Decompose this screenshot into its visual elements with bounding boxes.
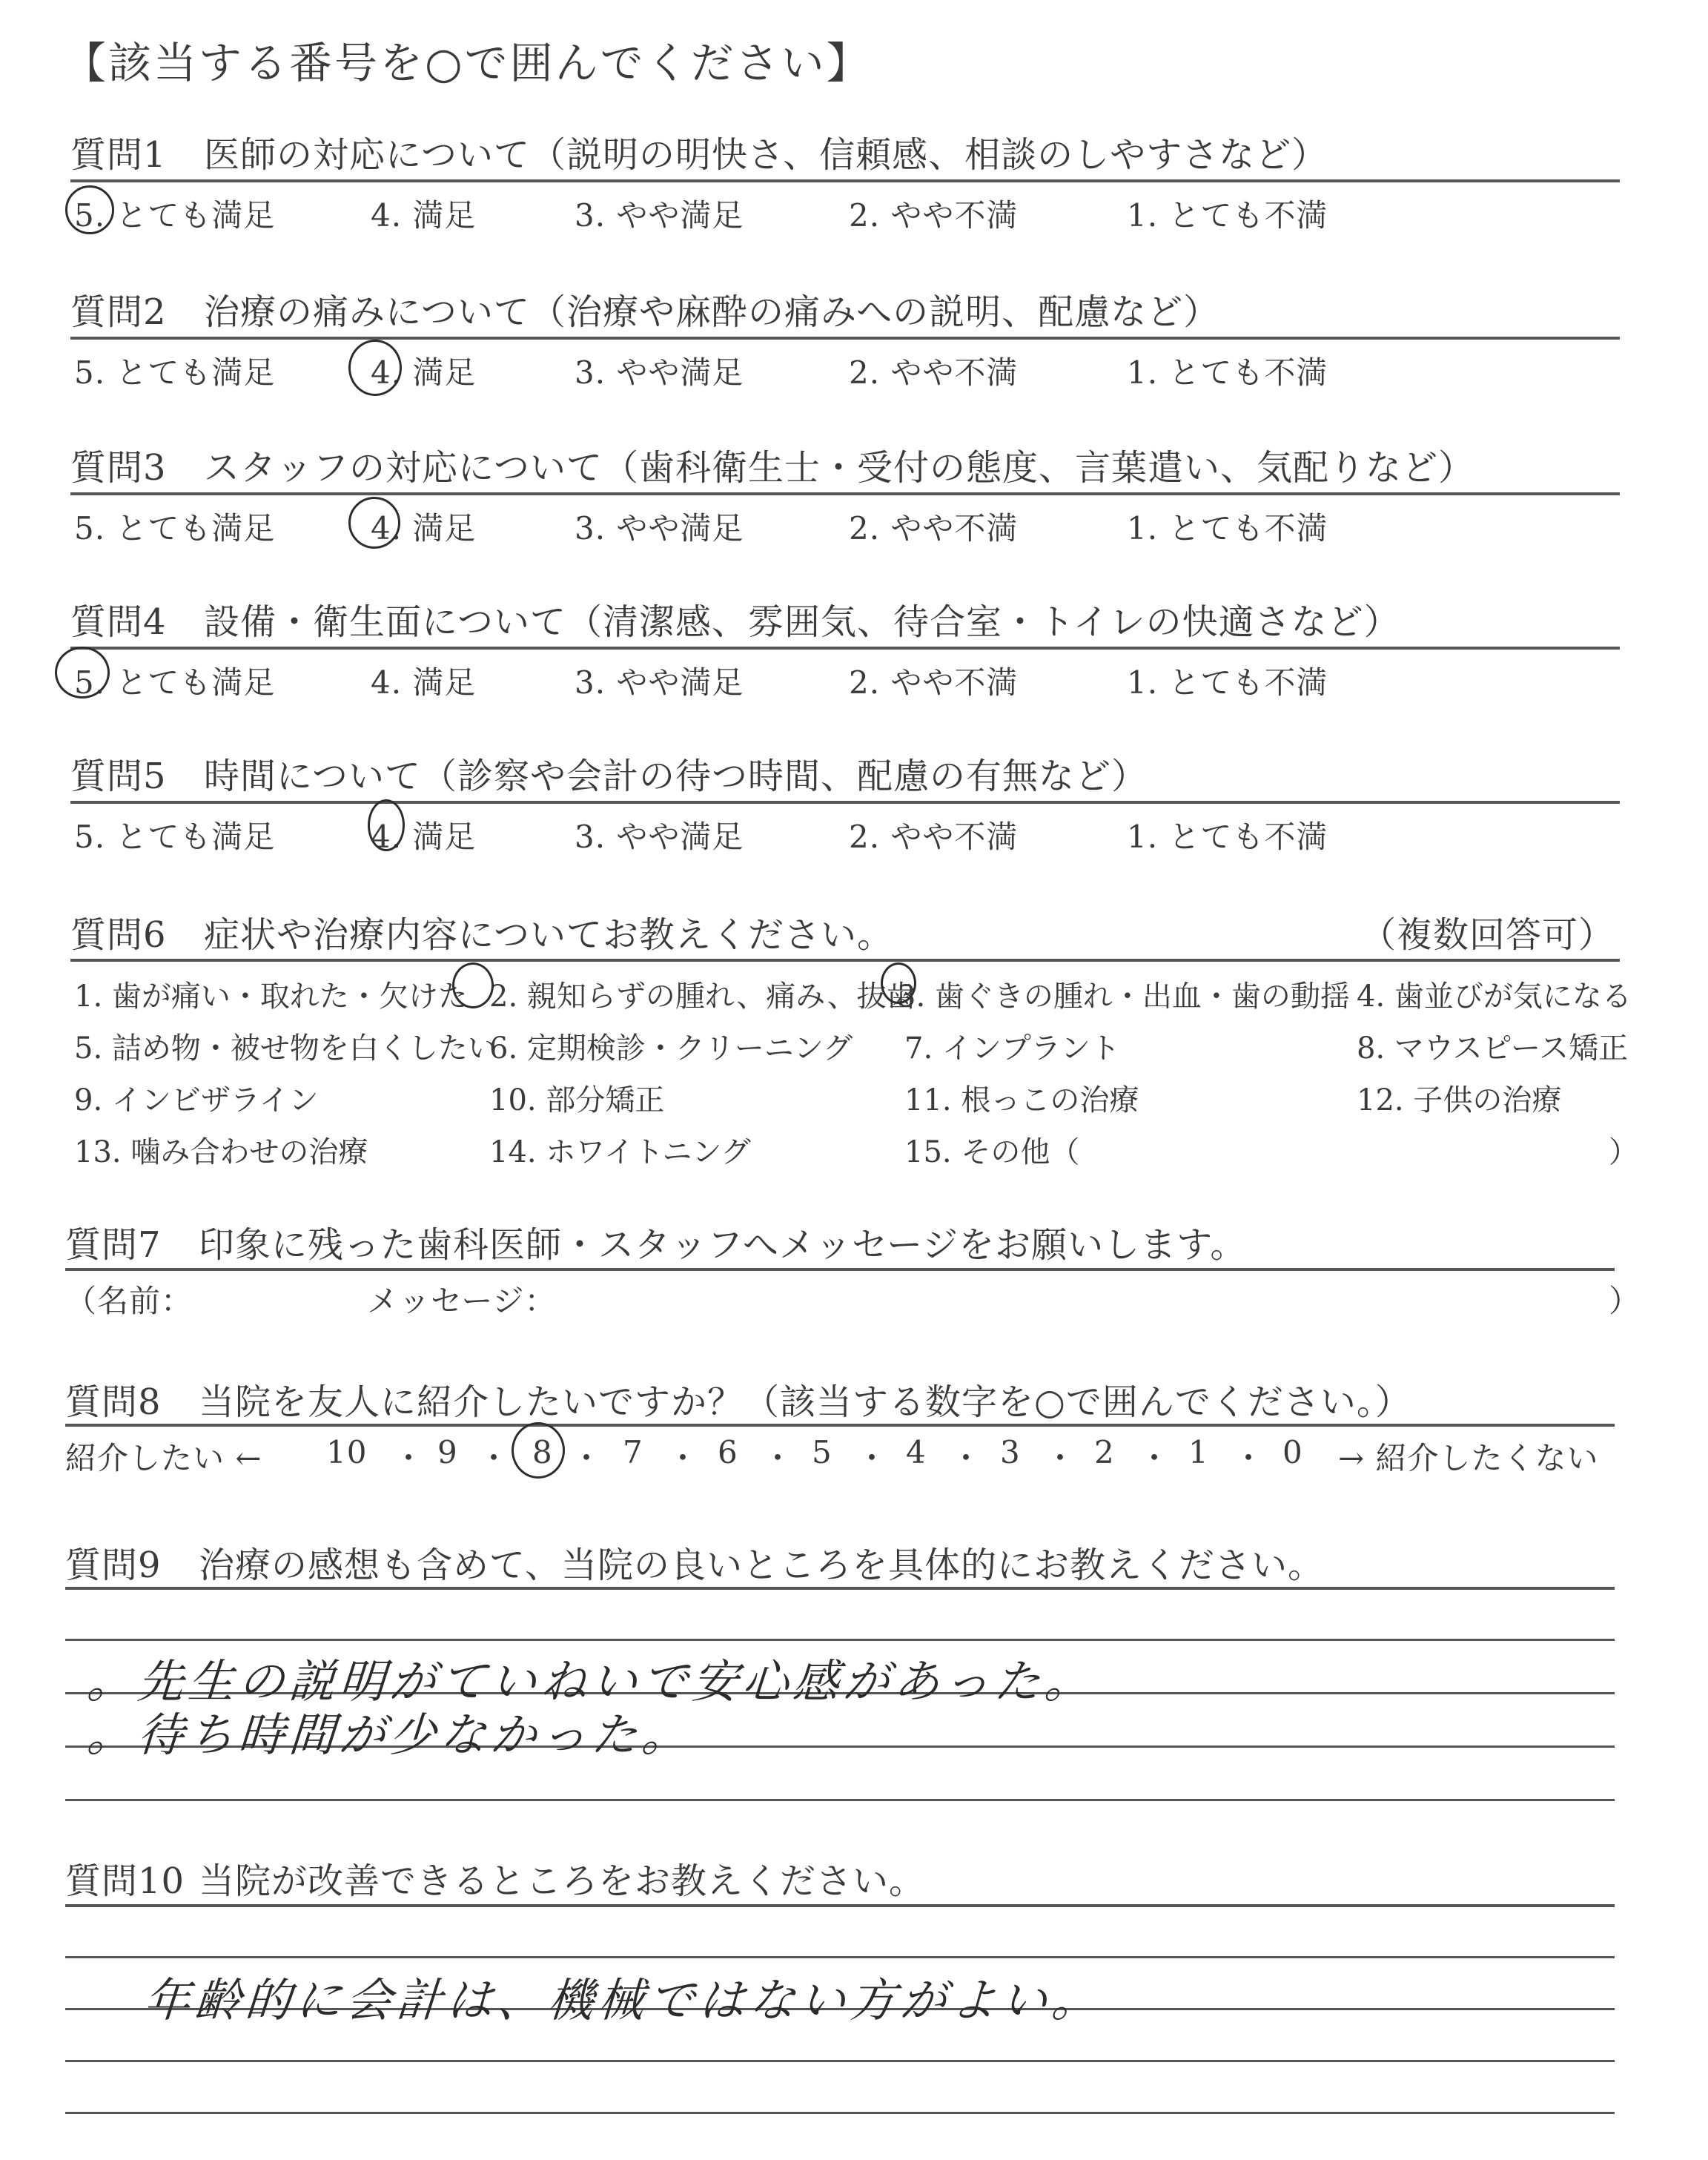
scale-value-10[interactable]: 10 [326,1434,368,1470]
multiple-answer-note: （複数回答可） [1360,914,1615,956]
divider [70,337,1620,340]
symptom-option[interactable]: 10. 部分矯正 [489,1083,665,1117]
option-1[interactable]: 1. とても不満 [1127,197,1328,234]
symptom-option[interactable]: 2. 親知らずの腫れ、痛み、抜歯 [489,980,916,1014]
scale-value-4[interactable]: 4 [906,1434,927,1470]
selection-circle [368,799,405,851]
answer-line [65,2112,1615,2114]
option-4[interactable]: 4. 満足 [371,510,477,546]
option-5[interactable]: 5. とても満足 [74,510,276,546]
option-1[interactable]: 1. とても不満 [1127,354,1328,391]
scale-dot: ・ [478,1440,511,1476]
scale-value-1[interactable]: 1 [1188,1434,1209,1470]
question-text: 印象に残った歯科医師・スタッフへメッセージをお願いします。 [199,1224,1247,1266]
handwritten-answer: 。待ち時間が少なかった。 [85,1708,695,1762]
scale-value-3[interactable]: 3 [1000,1434,1021,1470]
option-5[interactable]: 5. とても満足 [74,354,276,391]
question-10-title [65,1852,925,1903]
option-2[interactable]: 2. やや不満 [849,354,1019,391]
selection-circle [452,962,494,1008]
symptom-option[interactable]: 14. ホワイトニング [489,1135,751,1169]
question-2-title [70,283,1219,334]
question-number: 質問3 [70,447,167,489]
scale-dot: ・ [950,1440,983,1476]
question-number: 質問4 [70,601,167,643]
question-number: 質問6 [70,914,167,956]
scale-dot: ・ [393,1440,426,1476]
scale-value-5[interactable]: 5 [812,1434,833,1470]
option-5[interactable]: 5. とても満足 [74,819,276,855]
answer-line [65,1799,1615,1801]
scale-dot: ・ [856,1440,889,1476]
symptom-option[interactable]: 3. 歯ぐきの腫れ・出血・歯の動揺 [897,980,1350,1014]
question-1-title [70,126,1328,177]
scale-value-2[interactable]: 2 [1094,1434,1115,1470]
question-text: スタッフの対応について（歯科衛生士・受付の態度、言葉遣い、気配りなど） [204,447,1475,489]
selection-circle [512,1422,565,1479]
scale-dot: ・ [1045,1440,1077,1476]
question-number: 質問8 [65,1381,162,1423]
option-2[interactable]: 2. やや不満 [849,510,1019,546]
close-paren: ） [1609,1135,1638,1169]
scale-left-label: 紹介したい ← [65,1440,262,1476]
message-label: メッセージ： [367,1283,557,1319]
divider [65,1268,1615,1271]
question-5-title [70,747,1148,799]
symptom-option[interactable]: 4. 歯並びが気になる [1357,980,1632,1014]
scale-value-9[interactable]: 9 [437,1434,458,1470]
option-4[interactable]: 4. 満足 [371,354,477,391]
symptom-option[interactable]: 11. 根っこの治療 [904,1083,1139,1117]
option-2[interactable]: 2. やや不満 [849,819,1019,855]
option-3[interactable]: 3. やや満足 [575,510,744,546]
scale-dot: ・ [1233,1440,1265,1476]
option-4[interactable]: 4. 満足 [371,664,477,701]
close-paren: ） [1609,1283,1641,1319]
symptom-option[interactable]: 12. 子供の治療 [1357,1083,1562,1117]
option-3[interactable]: 3. やや満足 [575,197,744,234]
question-number: 質問7 [65,1224,162,1266]
question-text: 当院が改善できるところをお教えください。 [199,1860,926,1902]
question-text: 症状や治療内容についてお教えください。 [204,914,894,956]
question-text: 医師の対応について（説明の明快さ、信頼感、相談のしやすさなど） [204,134,1328,176]
answer-line [65,1587,1615,1590]
question-text: 治療の痛みについて（治療や麻酔の痛みへの説明、配慮など） [204,291,1220,333]
question-number: 質問2 [70,291,167,333]
selection-circle [348,497,400,549]
scale-value-7[interactable]: 7 [623,1434,643,1470]
question-6-title [70,906,893,957]
form-heading: 【該当する番号を○で囲んでください】 [63,38,872,88]
question-text: 設備・衛生面について（清潔感、雰囲気、待合室・トイレの快適さなど） [204,601,1400,643]
option-3[interactable]: 3. やや満足 [575,819,744,855]
symptom-option[interactable]: 7. インプラント [904,1031,1120,1066]
question-text: 当院を友人に紹介したいですか？（該当する数字を○で囲んでください。） [199,1381,1411,1423]
divider [70,801,1620,804]
answer-line [65,1956,1615,1958]
option-1[interactable]: 1. とても不満 [1127,510,1328,546]
divider [70,179,1620,182]
option-1[interactable]: 1. とても不満 [1127,664,1328,701]
symptom-option[interactable]: 6. 定期検診・クリーニング [489,1031,853,1066]
divider [70,492,1620,495]
symptom-option[interactable]: 13. 噛み合わせの治療 [74,1135,368,1169]
selection-circle [65,185,114,234]
question-number: 質問5 [70,756,167,797]
scale-right-label: → 紹介したくない [1338,1440,1599,1476]
divider [70,647,1620,650]
scale-dot: ・ [762,1440,795,1476]
question-7-title [65,1216,1246,1267]
scale-value-0[interactable]: 0 [1282,1434,1303,1470]
answer-line [65,2060,1615,2062]
handwritten-answer: 。先生の説明がていねいで安心感があった。 [85,1654,1097,1708]
scale-value-8[interactable]: 8 [532,1434,553,1470]
option-4[interactable]: 4. 満足 [371,819,477,855]
symptom-option[interactable]: 1. 歯が痛い・取れた・欠けた [74,980,468,1014]
option-1[interactable]: 1. とても不満 [1127,819,1328,855]
symptom-option[interactable]: 5. 詰め物・被せ物を白くしたい [74,1031,497,1066]
option-4[interactable]: 4. 満足 [371,197,477,234]
scale-dot: ・ [571,1440,603,1476]
option-5[interactable]: 5. とても満足 [74,197,276,234]
scale-value-6[interactable]: 6 [718,1434,738,1470]
symptom-option[interactable]: 8. マウスピース矯正 [1357,1031,1629,1066]
question-number: 質問9 [65,1545,162,1586]
question-3-title [70,439,1474,490]
answer-line [65,1639,1615,1641]
selection-circle [881,962,916,1004]
question-text: 治療の感想も含めて、当院の良いところを具体的にお教えください。 [199,1545,1325,1586]
question-9-title [65,1536,1324,1588]
question-text: 時間について（診察や会計の待つ時間、配慮の有無など） [204,756,1148,797]
question-4-title [70,593,1400,644]
symptom-option[interactable]: 15. その他（ [904,1135,1080,1169]
symptom-option[interactable]: 9. インビザライン [74,1083,319,1117]
question-number: 質問1 [70,134,167,176]
scale-dot: ・ [667,1440,700,1476]
option-3[interactable]: 3. やや満足 [575,354,744,391]
question-number: 質問10 [65,1860,185,1902]
divider [70,959,1620,962]
handwritten-answer: 年齢的に会計は、機械ではない方がよい。 [142,1973,1105,2027]
option-2[interactable]: 2. やや不満 [849,664,1019,701]
scale-dot: ・ [1139,1440,1171,1476]
name-label: （名前： [65,1283,193,1319]
option-5[interactable]: 5. とても満足 [74,664,276,701]
option-3[interactable]: 3. やや満足 [575,664,744,701]
answer-line [65,1904,1615,1907]
selection-circle [348,340,402,396]
selection-circle [55,647,110,698]
divider [65,1424,1615,1427]
question-8-title [65,1373,1411,1424]
option-2[interactable]: 2. やや不満 [849,197,1019,234]
